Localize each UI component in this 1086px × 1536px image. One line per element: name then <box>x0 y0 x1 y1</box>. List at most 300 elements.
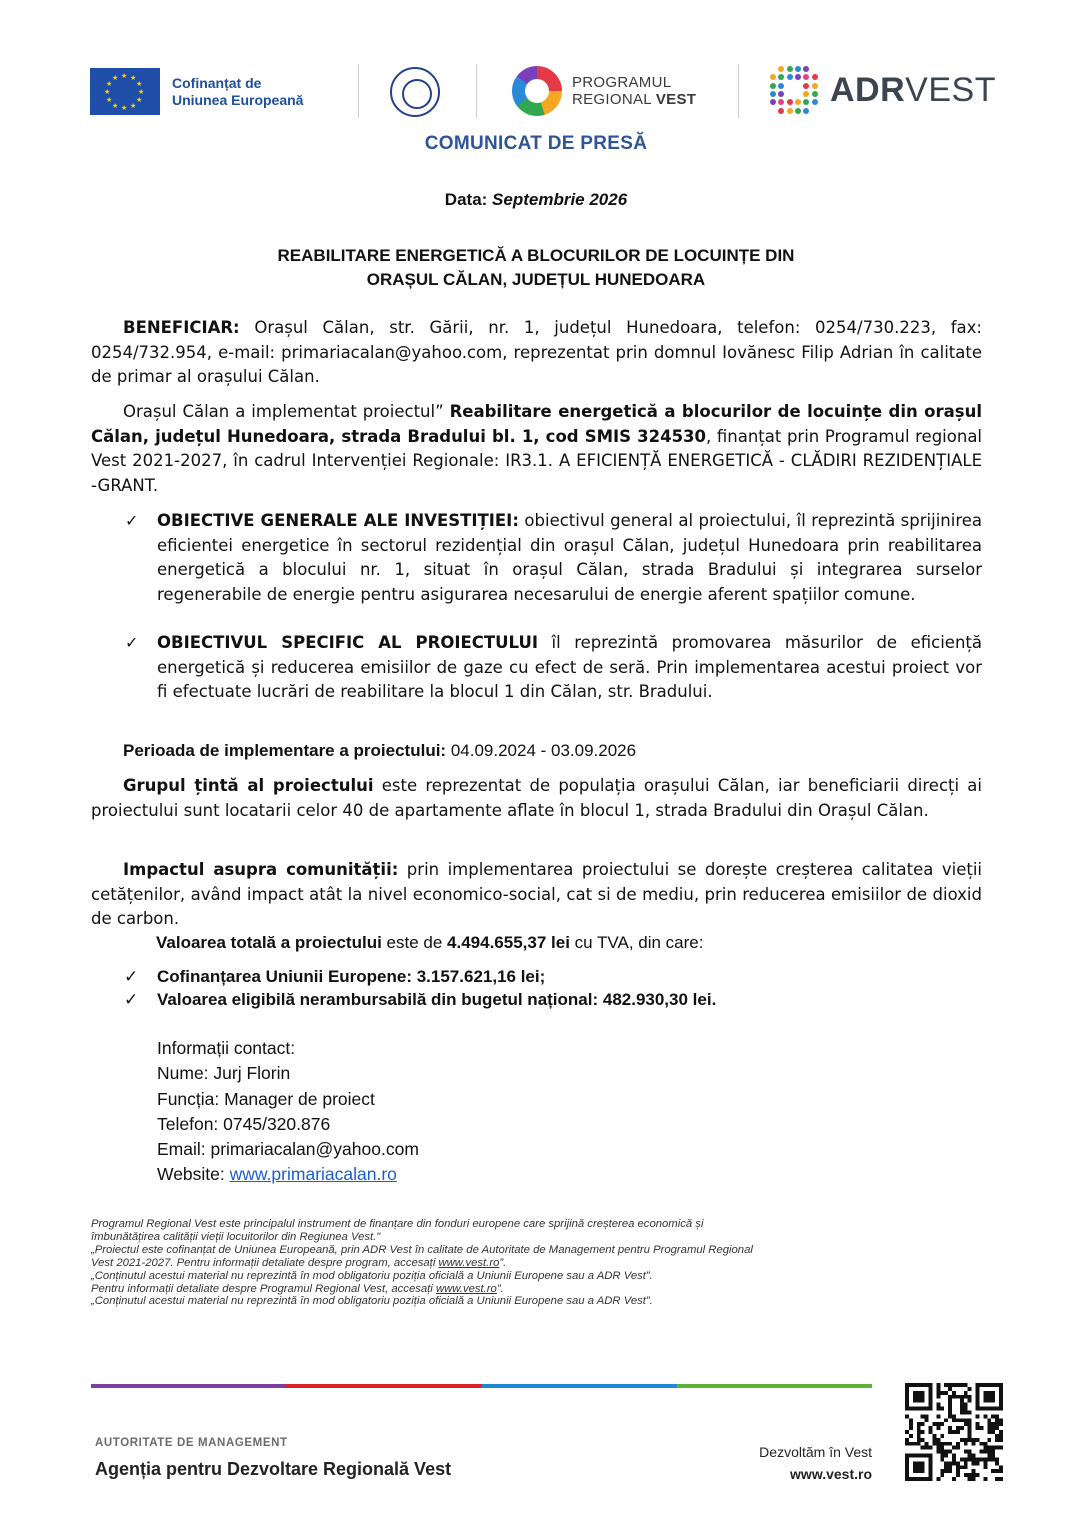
adr-dot <box>770 66 776 72</box>
adr-text-a: ADR <box>830 70 906 109</box>
qr-module <box>972 1442 976 1446</box>
qr-module <box>968 1387 972 1391</box>
qr-module <box>995 1426 999 1430</box>
qr-module <box>913 1461 925 1473</box>
checkmark-icon: ✓ <box>125 511 139 530</box>
qr-module <box>940 1450 944 1454</box>
qr-module <box>956 1418 960 1422</box>
qr-module <box>964 1403 968 1407</box>
qr-module <box>964 1473 968 1477</box>
qr-module <box>948 1450 952 1454</box>
adr-dot <box>787 74 793 80</box>
qr-module <box>936 1407 940 1411</box>
qr-module <box>952 1414 956 1418</box>
press-release-title: COMUNICAT DE PRESĂ <box>424 133 648 154</box>
adr-dot <box>812 83 818 89</box>
qr-module <box>983 1465 987 1469</box>
qr-module <box>952 1446 956 1450</box>
qr-module <box>979 1442 983 1446</box>
footnote-line: „Conținutul acestui material nu reprezintă în mod obligatoriu poziția oficială a Uniunii Europene sau a ADR Vest”. <box>91 1295 653 1308</box>
qr-module <box>960 1418 964 1422</box>
qr-module <box>960 1438 964 1442</box>
qr-code-icon[interactable] <box>905 1383 1003 1481</box>
adr-dot <box>787 66 793 72</box>
adr-dot <box>770 108 776 114</box>
qr-module <box>932 1438 936 1442</box>
value-item-text: Valoarea eligibilă nerambursabilă din bugetul național: 482.930,30 lei. <box>156 990 717 1009</box>
qr-module <box>987 1454 991 1458</box>
objective-text: obiectivul general al proiectului, îl reprezintă sprijinirea eficientei energetice în sectorul rezidențial din orașul Călan, județul Hunedoara prin reabilitarea energetică a blocului nr. 1, situat în orașul Călan, strada Bradului și integrarea surselor regenerabile de energie pentru asigurarea necesarului de energie aferent spațiilor comune. <box>157 511 983 604</box>
adr-dot <box>803 66 809 72</box>
value-mid: este de <box>381 933 448 952</box>
qr-module <box>968 1477 972 1481</box>
adr-dot <box>778 108 784 114</box>
qr-module <box>925 1446 929 1450</box>
prv-line2-b: VEST <box>655 91 697 108</box>
adr-dot <box>770 74 776 80</box>
qr-module <box>948 1442 952 1446</box>
footnote-line: îmbunătățirea calității vieții locuitorilor din Regiunea Vest." <box>91 1230 381 1243</box>
qr-module <box>944 1461 948 1465</box>
adr-dot <box>812 91 818 97</box>
qr-module <box>995 1469 999 1473</box>
qr-module <box>964 1438 968 1442</box>
qr-module <box>968 1438 972 1442</box>
qr-module <box>976 1414 980 1418</box>
qr-module <box>956 1395 960 1399</box>
qr-module <box>964 1450 968 1454</box>
adr-dot <box>770 99 776 105</box>
qr-module <box>995 1422 999 1426</box>
qr-module <box>929 1430 933 1434</box>
qr-module <box>948 1469 952 1473</box>
qr-module <box>936 1422 940 1426</box>
qr-module <box>968 1399 972 1403</box>
qr-module <box>921 1446 925 1450</box>
qr-module <box>999 1430 1003 1434</box>
qr-module <box>968 1430 972 1434</box>
adr-dot <box>787 83 793 89</box>
qr-module <box>991 1422 995 1426</box>
qr-module <box>917 1422 921 1426</box>
project-name: Reabilitare energetică a blocurilor de locuințe din orașul Călan, județul Hunedoara, strada Bradului bl. 1, cod SMIS 324530 <box>91 402 982 446</box>
qr-module <box>936 1414 940 1418</box>
qr-module <box>968 1454 972 1458</box>
qr-module <box>936 1446 940 1450</box>
qr-module <box>940 1457 944 1461</box>
logo-divider <box>476 64 477 118</box>
qr-module <box>936 1387 940 1391</box>
contact-block <box>157 1036 419 1188</box>
target-label: Grupul țintă al proiectului <box>123 776 374 795</box>
qr-module <box>960 1399 964 1403</box>
qr-module <box>960 1395 964 1399</box>
qr-module <box>936 1426 940 1430</box>
qr-module <box>948 1461 952 1465</box>
qr-module <box>952 1430 956 1434</box>
qr-module <box>948 1465 952 1469</box>
qr-module <box>956 1461 960 1465</box>
total-value-line <box>156 932 703 954</box>
adr-dot <box>803 91 809 97</box>
qr-module <box>976 1426 980 1430</box>
qr-module <box>952 1454 956 1458</box>
qr-module <box>952 1383 956 1387</box>
date-label: Data: <box>444 190 488 209</box>
footer-color-line <box>91 1384 872 1388</box>
qr-module <box>964 1422 968 1426</box>
agency-name: Agenția pentru Dezvoltare Regională Vest <box>95 1459 452 1479</box>
adr-dot <box>778 99 784 105</box>
qr-module <box>991 1450 995 1454</box>
project-paragraph <box>91 400 982 498</box>
qr-module <box>952 1461 956 1465</box>
beneficiar-text: Orașul Călan, str. Gării, nr. 1, județul Hunedoara, telefon: 0254/730.223, fax: 0254/732.954, e-mail: primariacalan@yahoo.com, reprezentat prin domnul Iovănesc Filip Adrian în calitate de primar al orașului Călan. <box>91 318 982 386</box>
qr-module <box>968 1418 972 1422</box>
qr-module <box>929 1446 933 1450</box>
qr-module <box>987 1446 991 1450</box>
qr-module <box>940 1391 944 1395</box>
adr-dot <box>795 66 801 72</box>
contact-phone: Telefon: 0745/320.876 <box>157 1113 331 1134</box>
qr-module <box>979 1450 983 1454</box>
qr-module <box>999 1418 1003 1422</box>
qr-module <box>983 1450 987 1454</box>
qr-module <box>921 1430 925 1434</box>
qr-module <box>991 1414 995 1418</box>
value-item-national <box>124 989 716 1011</box>
adr-dot <box>787 108 793 114</box>
qr-module <box>968 1422 972 1426</box>
qr-module <box>909 1442 913 1446</box>
vest-link[interactable]: www.vest.ro <box>438 1256 500 1269</box>
eu-text-line2: Uniunea Europeană <box>172 91 304 108</box>
qr-module <box>995 1438 999 1442</box>
qr-module <box>944 1454 948 1458</box>
qr-module <box>956 1442 960 1446</box>
qr-module <box>987 1422 991 1426</box>
adr-dot <box>795 91 801 97</box>
qr-module <box>999 1477 1003 1481</box>
eu-flag-icon: ★ ★ ★ ★ ★ ★ ★ ★ ★ ★ ★ ★ <box>90 68 160 115</box>
qr-module <box>940 1422 944 1426</box>
qr-module <box>991 1469 995 1473</box>
qr-module <box>952 1418 956 1422</box>
qr-module <box>956 1469 960 1473</box>
target-group-paragraph <box>91 774 982 823</box>
footer-site-link[interactable]: www.vest.ro <box>790 1466 872 1482</box>
qr-module <box>936 1442 940 1446</box>
qr-module <box>983 1442 987 1446</box>
prv-line1: PROGRAMUL <box>572 74 672 91</box>
qr-module <box>960 1426 964 1430</box>
footnote-line: „Conținutul acestui material nu reprezintă în mod obligatoriu poziția oficială a Uniunii Europene sau a ADR Vest”. <box>91 1269 653 1282</box>
qr-module <box>991 1430 995 1434</box>
qr-module <box>917 1434 921 1438</box>
checkmark-icon: ✓ <box>124 990 139 1009</box>
adr-dot <box>770 91 776 97</box>
qr-module <box>972 1454 976 1458</box>
contact-heading: Informații contact: <box>157 1038 296 1058</box>
adr-vest-logo <box>770 66 996 114</box>
adr-dot <box>770 83 776 89</box>
qr-module <box>925 1442 929 1446</box>
impact-text: prin implementarea proiectului se dorește creșterea calitatea vieții cetățenilor, având impact atât la nivel economico-social, cat si de mediu, prin reducerea emisiilor de dioxid de carbon. <box>91 860 982 928</box>
qr-module <box>991 1426 995 1430</box>
qr-module <box>952 1391 956 1395</box>
qr-module <box>921 1438 925 1442</box>
qr-module <box>968 1434 972 1438</box>
date-value: Septembrie 2026 <box>492 190 628 209</box>
slogan-text: Dezvoltăm în Vest <box>759 1444 872 1460</box>
qr-module <box>995 1414 999 1418</box>
qr-module <box>936 1477 940 1481</box>
logo-bar <box>90 62 996 122</box>
objective-label: OBIECTIVUL SPECIFIC AL PROIECTULUI <box>157 633 539 652</box>
qr-module <box>968 1473 972 1477</box>
qr-module <box>905 1438 909 1442</box>
programul-regional-vest-logo <box>512 66 696 116</box>
qr-module <box>948 1414 952 1418</box>
qr-module <box>948 1407 952 1411</box>
qr-module <box>940 1469 944 1473</box>
adr-dot <box>812 99 818 105</box>
qr-module <box>913 1442 917 1446</box>
footnote-line: „Proiectul este cofinanțat de Uniunea Europeană, prin ADR Vest în calitate de Autoritate de Management pentru Programul Regional <box>91 1243 753 1256</box>
qr-module <box>944 1450 948 1454</box>
qr-module <box>995 1434 999 1438</box>
adr-dot <box>787 91 793 97</box>
adr-dot <box>795 83 801 89</box>
qr-module <box>960 1465 964 1469</box>
qr-module <box>948 1395 952 1399</box>
adr-dot <box>803 108 809 114</box>
qr-module <box>976 1457 980 1461</box>
adr-dot <box>778 66 784 72</box>
qr-module <box>972 1473 976 1477</box>
qr-module <box>983 1391 995 1403</box>
qr-module <box>987 1430 991 1434</box>
footnote-line: Programul Regional Vest este principalul instrument de finanțare din fonduri europene care sprijină creșterea economică și <box>91 1218 704 1230</box>
qr-module <box>964 1461 968 1465</box>
qr-module <box>995 1418 999 1422</box>
adr-dot <box>787 99 793 105</box>
qr-module <box>972 1477 976 1481</box>
eu-text-line1: Cofinanțat de <box>172 74 262 91</box>
qr-module <box>936 1438 940 1442</box>
qr-module <box>952 1395 956 1399</box>
qr-module <box>976 1438 980 1442</box>
checkmark-icon: ✓ <box>124 967 139 986</box>
qr-module <box>940 1434 944 1438</box>
qr-module <box>956 1465 960 1469</box>
adr-dot <box>803 83 809 89</box>
title-line1: REABILITARE ENERGETICĂ A BLOCURILOR DE LOCUINȚE DIN <box>277 246 795 265</box>
adr-dot <box>812 66 818 72</box>
qr-module <box>960 1407 964 1411</box>
qr-module <box>999 1446 1003 1450</box>
adr-dot <box>812 74 818 80</box>
qr-module <box>991 1454 995 1458</box>
qr-module <box>987 1457 991 1461</box>
qr-module <box>983 1461 987 1465</box>
qr-module <box>940 1473 944 1477</box>
qr-module <box>944 1418 948 1422</box>
website-label: Website: <box>157 1164 230 1185</box>
value-label: Valoarea totală a proiectului <box>156 933 382 952</box>
qr-module <box>944 1383 948 1387</box>
prv-line2-a: REGIONAL <box>572 91 652 108</box>
qr-module <box>979 1457 983 1461</box>
qr-module <box>917 1426 921 1430</box>
qr-module <box>940 1407 944 1411</box>
adr-dot <box>778 91 784 97</box>
qr-module <box>979 1426 983 1430</box>
qr-module <box>991 1446 995 1450</box>
qr-module <box>913 1391 925 1403</box>
color-line-segment <box>482 1384 677 1388</box>
qr-module <box>999 1438 1003 1442</box>
checkmark-icon: ✓ <box>125 633 139 652</box>
qr-module <box>987 1426 991 1430</box>
footnote-line: ”. <box>499 1256 507 1269</box>
value-amount: 4.494.655,37 lei <box>447 933 570 952</box>
qr-module <box>964 1407 968 1411</box>
qr-module <box>964 1383 968 1387</box>
footnote-line: Pentru informații detaliate despre Programul Regional Vest, accesați <box>91 1282 436 1295</box>
qr-module <box>932 1434 936 1438</box>
qr-module <box>936 1383 940 1387</box>
color-line-segment <box>91 1384 286 1388</box>
qr-module <box>917 1442 921 1446</box>
objective-specific-item <box>91 631 982 705</box>
qr-module <box>976 1422 980 1426</box>
qr-module <box>948 1399 952 1403</box>
qr-module <box>983 1457 987 1461</box>
qr-module <box>964 1418 968 1422</box>
qr-module <box>960 1410 964 1414</box>
period-label: Perioada de implementare a proiectului: <box>123 741 447 760</box>
period-value: 04.09.2024 - 03.09.2026 <box>446 741 637 760</box>
qr-module <box>964 1395 968 1399</box>
qr-module <box>956 1446 960 1450</box>
qr-module <box>999 1465 1003 1469</box>
qr-module <box>944 1442 948 1446</box>
qr-module <box>952 1457 956 1461</box>
qr-module <box>944 1391 948 1395</box>
qr-module <box>995 1477 999 1481</box>
qr-module <box>964 1391 968 1395</box>
adr-dot <box>795 74 801 80</box>
qr-module <box>936 1450 940 1454</box>
qr-module <box>968 1450 972 1454</box>
footnote-line: Vest 2021-2027. Pentru informații detaliate despre program, accesați <box>91 1256 439 1269</box>
qr-module <box>936 1395 940 1399</box>
qr-module <box>972 1457 976 1461</box>
qr-module <box>960 1403 964 1407</box>
footer-slogan <box>759 1441 872 1485</box>
logo-divider <box>738 64 739 118</box>
qr-module <box>995 1457 999 1461</box>
beneficiar-label: BENEFICIAR: <box>123 318 240 337</box>
qr-module <box>925 1418 929 1422</box>
qr-module <box>944 1469 948 1473</box>
footnotes <box>91 1218 971 1308</box>
prv-ring-icon <box>512 66 562 116</box>
contact-role: Funcția: Manager de proiect <box>157 1088 375 1109</box>
qr-module <box>960 1383 964 1387</box>
qr-module <box>909 1422 913 1426</box>
qr-module <box>952 1477 956 1481</box>
qr-module <box>917 1438 921 1442</box>
romanian-government-seal-icon <box>390 67 440 117</box>
color-line-segment <box>286 1384 481 1388</box>
qr-module <box>991 1457 995 1461</box>
vest-link[interactable]: www.vest.ro <box>435 1282 497 1295</box>
qr-module <box>909 1426 913 1430</box>
qr-module <box>999 1469 1003 1473</box>
qr-module <box>972 1469 976 1473</box>
qr-module <box>909 1418 913 1422</box>
eu-cofinancing-logo <box>90 68 303 115</box>
objective-text: îl reprezintă promovarea măsurilor de eficiență energetică și reducerea emisiilor de gaze cu efect de seră. Prin implementarea acestui proiect vor fi efectuate lucrări de reabilitare la blocul 1 din Călan, str. Bradului. <box>157 633 982 701</box>
adr-dot <box>803 74 809 80</box>
adr-dots-icon <box>770 66 818 114</box>
qr-module <box>983 1414 987 1418</box>
qr-module <box>909 1434 913 1438</box>
adr-dot <box>812 108 818 114</box>
qr-module <box>940 1454 944 1458</box>
value-item-eu <box>124 966 545 988</box>
management-authority-label: AUTORITATE DE MANAGEMENT <box>95 1437 288 1449</box>
qr-module <box>995 1461 999 1465</box>
qr-module <box>940 1442 944 1446</box>
qr-module <box>968 1426 972 1430</box>
qr-module <box>983 1446 987 1450</box>
qr-module <box>948 1430 952 1434</box>
qr-module <box>995 1446 999 1450</box>
project-intro: Orașul Călan a implementat proiectul” <box>123 402 450 421</box>
adr-dot <box>795 99 801 105</box>
qr-module <box>968 1395 972 1399</box>
adr-dot <box>795 108 801 114</box>
beneficiar-paragraph <box>91 316 982 390</box>
qr-module <box>936 1403 940 1407</box>
qr-module <box>964 1442 968 1446</box>
value-suffix: cu TVA, din care: <box>569 933 704 952</box>
value-item-text: Cofinanțarea Uniunii Europene: 3.157.621,16 lei; <box>156 967 546 986</box>
qr-module <box>987 1438 991 1442</box>
qr-module <box>968 1457 972 1461</box>
qr-module <box>983 1477 987 1481</box>
qr-module <box>917 1430 921 1434</box>
qr-module <box>964 1465 968 1469</box>
qr-module <box>956 1430 960 1434</box>
website-link[interactable]: www.primariacalan.ro <box>229 1164 397 1185</box>
qr-module <box>976 1461 980 1465</box>
qr-module <box>948 1426 952 1430</box>
logo-divider <box>358 64 359 118</box>
qr-module <box>956 1383 960 1387</box>
qr-module <box>932 1422 936 1426</box>
qr-module <box>956 1426 960 1430</box>
qr-module <box>956 1473 960 1477</box>
qr-module <box>925 1414 929 1418</box>
impact-label: Impactul asupra comunității: <box>123 860 399 879</box>
contact-email: Email: primariacalan@yahoo.com <box>157 1139 419 1160</box>
qr-module <box>948 1383 952 1387</box>
qr-module <box>968 1410 972 1414</box>
